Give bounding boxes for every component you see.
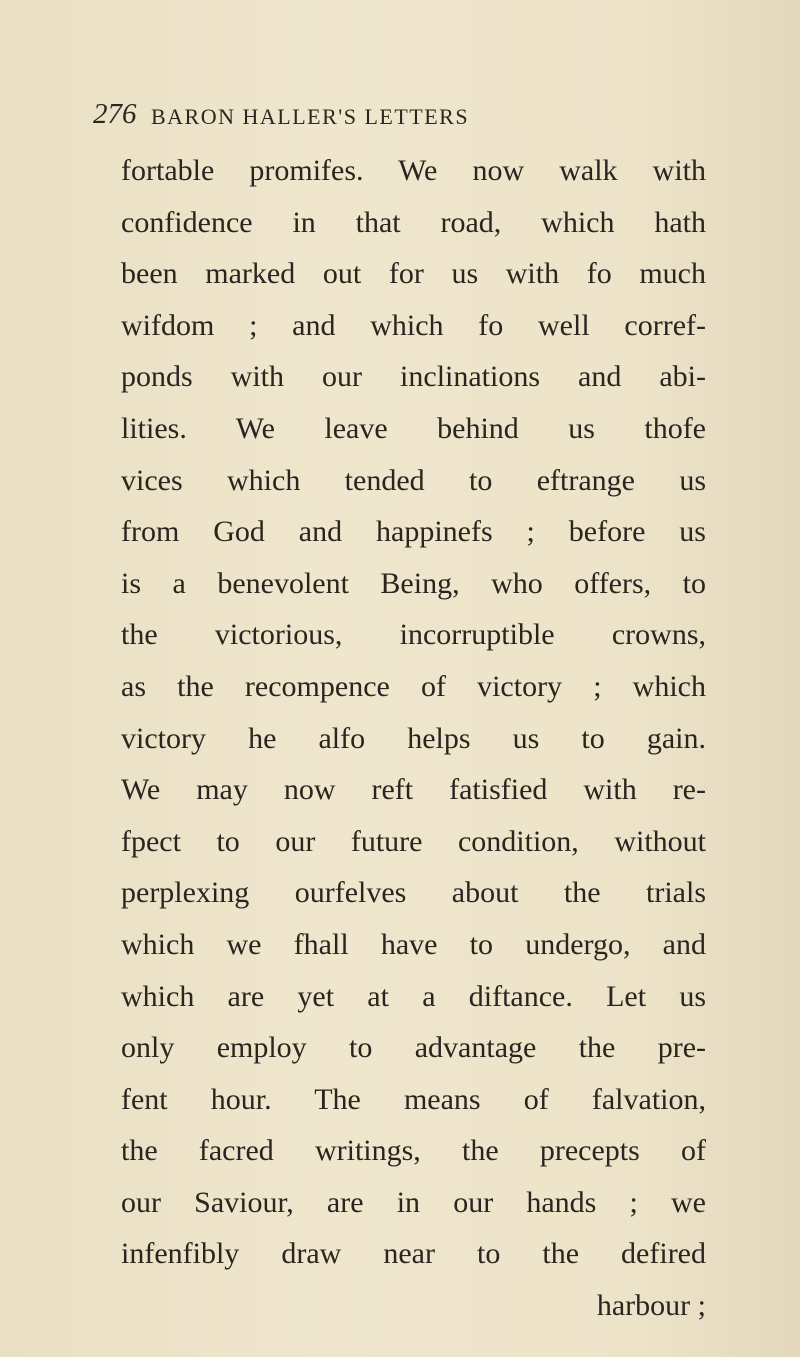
text-line: We may now reft fatisfied with re- — [121, 773, 706, 807]
text-line: which are yet at a diftance. Let us — [121, 979, 706, 1013]
text-line: victory he alfo helps us to gain. — [121, 721, 706, 755]
text-line: vices which tended to eftrange us — [121, 463, 706, 497]
text-line: which we fhall have to undergo, and — [121, 927, 706, 961]
text-line: perplexing ourfelves about the trials — [121, 876, 706, 910]
text-line: fortable promifes. We now walk with — [121, 154, 706, 187]
text-line: the facred writings, the precepts of — [121, 1134, 706, 1168]
text-line: infenfibly draw near to the defired — [121, 1237, 706, 1271]
running-head — [93, 96, 653, 136]
text-line: as the recompence of victory ; which — [121, 669, 706, 703]
text-line: our Saviour, are in our hands ; we — [121, 1185, 706, 1219]
text-line: wifdom ; and which fo well corref- — [121, 308, 706, 342]
running-title: BARON HALLER'S LETTERS — [151, 104, 470, 129]
text-line: lities. We leave behind us thofe — [121, 411, 706, 445]
text-line: ponds with our inclinations and abi- — [121, 360, 706, 394]
text-line: fpect to our future condition, without — [121, 824, 706, 858]
text-line: been marked out for us with fo much — [121, 257, 706, 291]
page-number: 276 — [93, 98, 137, 130]
text-line: from God and happinefs ; before us — [121, 515, 706, 549]
text-line: only employ to advantage the pre- — [121, 1031, 706, 1065]
text-line: the victorious, incorruptible crowns, — [121, 618, 706, 652]
text-line: is a benevolent Being, who offers, to — [121, 566, 706, 600]
text-line: confidence in that road, which hath — [121, 205, 706, 239]
text-line: fent hour. The means of falvation, — [121, 1082, 706, 1116]
body-text — [121, 145, 706, 1332]
catchword: harbour ; — [596, 1289, 706, 1323]
